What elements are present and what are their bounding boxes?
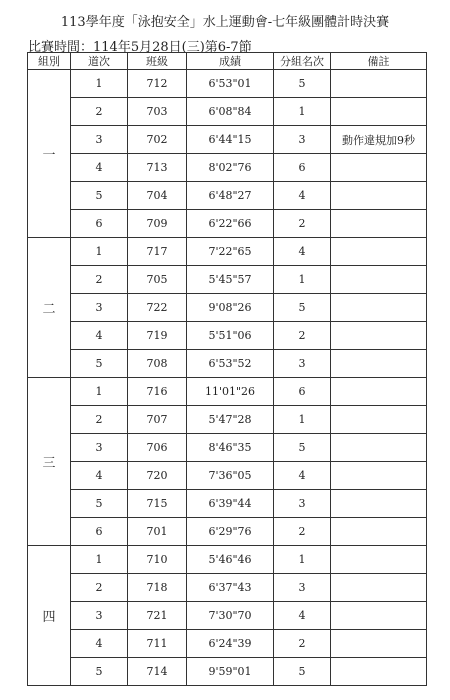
note-cell	[331, 182, 427, 210]
rank-cell: 1	[274, 266, 331, 294]
table-row	[28, 574, 427, 602]
class-cell: 704	[128, 182, 187, 210]
lane-cell: 2	[71, 266, 128, 294]
rank-cell: 4	[274, 602, 331, 630]
note-cell	[331, 210, 427, 238]
rank-cell: 1	[274, 406, 331, 434]
class-cell: 718	[128, 574, 187, 602]
time-cell: 6'37"43	[187, 574, 274, 602]
class-cell: 713	[128, 154, 187, 182]
class-cell: 711	[128, 630, 187, 658]
lane-cell: 2	[71, 574, 128, 602]
rank-cell: 3	[274, 350, 331, 378]
table-row	[28, 518, 427, 546]
group-label: 三	[28, 378, 71, 546]
time-cell: 8'02"76	[187, 154, 274, 182]
class-cell: 721	[128, 602, 187, 630]
time-cell: 6'08"84	[187, 98, 274, 126]
class-cell: 717	[128, 238, 187, 266]
class-cell: 714	[128, 658, 187, 686]
rank-cell: 1	[274, 546, 331, 574]
time-cell: 5'46"46	[187, 546, 274, 574]
rank-cell: 2	[274, 210, 331, 238]
group-label: 四	[28, 546, 71, 686]
lane-cell: 5	[71, 658, 128, 686]
table-row	[28, 462, 427, 490]
table-row	[28, 98, 427, 126]
class-cell: 708	[128, 350, 187, 378]
lane-cell: 4	[71, 630, 128, 658]
rank-cell: 5	[274, 70, 331, 98]
header-class: 班級	[128, 53, 187, 70]
time-cell: 6'22"66	[187, 210, 274, 238]
lane-cell: 3	[71, 434, 128, 462]
header-rank: 分組名次	[274, 53, 331, 70]
lane-cell: 6	[71, 210, 128, 238]
time-cell: 6'24"39	[187, 630, 274, 658]
rank-cell: 1	[274, 98, 331, 126]
table-row	[28, 70, 427, 98]
lane-cell: 5	[71, 350, 128, 378]
header-group: 組別	[28, 53, 71, 70]
time-cell: 6'53"52	[187, 350, 274, 378]
table-header-row	[28, 53, 427, 70]
time-cell: 9'59"01	[187, 658, 274, 686]
lane-cell: 3	[71, 294, 128, 322]
rank-cell: 2	[274, 630, 331, 658]
note-cell: 動作違規加9秒	[331, 126, 427, 154]
header-note: 備註	[331, 53, 427, 70]
table-row	[28, 630, 427, 658]
note-cell	[331, 294, 427, 322]
class-cell: 719	[128, 322, 187, 350]
header-time: 成績	[187, 53, 274, 70]
lane-cell: 4	[71, 462, 128, 490]
group-label: 二	[28, 238, 71, 378]
time-cell: 6'53"01	[187, 70, 274, 98]
time-cell: 7'36"05	[187, 462, 274, 490]
rank-cell: 3	[274, 126, 331, 154]
class-cell: 703	[128, 98, 187, 126]
class-cell: 710	[128, 546, 187, 574]
table-row	[28, 266, 427, 294]
lane-cell: 2	[71, 98, 128, 126]
rank-cell: 4	[274, 462, 331, 490]
note-cell	[331, 518, 427, 546]
table-row	[28, 126, 427, 154]
lane-cell: 3	[71, 602, 128, 630]
lane-cell: 1	[71, 70, 128, 98]
note-cell	[331, 266, 427, 294]
class-cell: 715	[128, 490, 187, 518]
class-cell: 707	[128, 406, 187, 434]
table-row	[28, 350, 427, 378]
note-cell	[331, 70, 427, 98]
rank-cell: 4	[274, 238, 331, 266]
rank-cell: 6	[274, 378, 331, 406]
note-cell	[331, 378, 427, 406]
time-cell: 11'01"26	[187, 378, 274, 406]
note-cell	[331, 350, 427, 378]
note-cell	[331, 406, 427, 434]
table-row	[28, 546, 427, 574]
note-cell	[331, 602, 427, 630]
note-cell	[331, 434, 427, 462]
class-cell: 712	[128, 70, 187, 98]
page-title: 113學年度「泳抱安全」水上運動會-七年級團體計時決賽	[60, 15, 390, 30]
time-cell: 5'47"28	[187, 406, 274, 434]
note-cell	[331, 546, 427, 574]
class-cell: 720	[128, 462, 187, 490]
group-label: 一	[28, 70, 71, 238]
lane-cell: 5	[71, 490, 128, 518]
table-row	[28, 154, 427, 182]
results-body	[28, 70, 427, 686]
competition-time: 比賽時間：114年5月28日(三)第6-7節	[28, 40, 252, 55]
table-row	[28, 658, 427, 686]
note-cell	[331, 322, 427, 350]
lane-cell: 5	[71, 182, 128, 210]
note-cell	[331, 154, 427, 182]
table-row	[28, 322, 427, 350]
lane-cell: 6	[71, 518, 128, 546]
rank-cell: 4	[274, 182, 331, 210]
time-cell: 7'22"65	[187, 238, 274, 266]
class-cell: 706	[128, 434, 187, 462]
table-row	[28, 238, 427, 266]
time-cell: 7'30"70	[187, 602, 274, 630]
time-cell: 6'48"27	[187, 182, 274, 210]
rank-cell: 5	[274, 658, 331, 686]
class-cell: 709	[128, 210, 187, 238]
table-row	[28, 378, 427, 406]
table-row	[28, 490, 427, 518]
rank-cell: 2	[274, 518, 331, 546]
time-cell: 6'39"44	[187, 490, 274, 518]
time-cell: 8'46"35	[187, 434, 274, 462]
rank-cell: 3	[274, 574, 331, 602]
rank-cell: 3	[274, 490, 331, 518]
time-cell: 5'51"06	[187, 322, 274, 350]
class-cell: 702	[128, 126, 187, 154]
note-cell	[331, 462, 427, 490]
note-cell	[331, 490, 427, 518]
class-cell: 722	[128, 294, 187, 322]
time-cell: 9'08"26	[187, 294, 274, 322]
note-cell	[331, 630, 427, 658]
note-cell	[331, 658, 427, 686]
table-row	[28, 182, 427, 210]
rank-cell: 2	[274, 322, 331, 350]
note-cell	[331, 574, 427, 602]
class-cell: 701	[128, 518, 187, 546]
table-row	[28, 602, 427, 630]
note-cell	[331, 98, 427, 126]
header-lane: 道次	[71, 53, 128, 70]
lane-cell: 1	[71, 238, 128, 266]
table-row	[28, 434, 427, 462]
class-cell: 716	[128, 378, 187, 406]
time-cell: 5'45"57	[187, 266, 274, 294]
lane-cell: 4	[71, 154, 128, 182]
time-cell: 6'29"76	[187, 518, 274, 546]
table-row	[28, 210, 427, 238]
lane-cell: 4	[71, 322, 128, 350]
lane-cell: 3	[71, 126, 128, 154]
rank-cell: 5	[274, 434, 331, 462]
time-cell: 6'44"15	[187, 126, 274, 154]
lane-cell: 2	[71, 406, 128, 434]
note-cell	[331, 238, 427, 266]
rank-cell: 6	[274, 154, 331, 182]
lane-cell: 1	[71, 378, 128, 406]
rank-cell: 5	[274, 294, 331, 322]
table-row	[28, 294, 427, 322]
table-row	[28, 406, 427, 434]
lane-cell: 1	[71, 546, 128, 574]
results-table	[27, 52, 427, 686]
class-cell: 705	[128, 266, 187, 294]
